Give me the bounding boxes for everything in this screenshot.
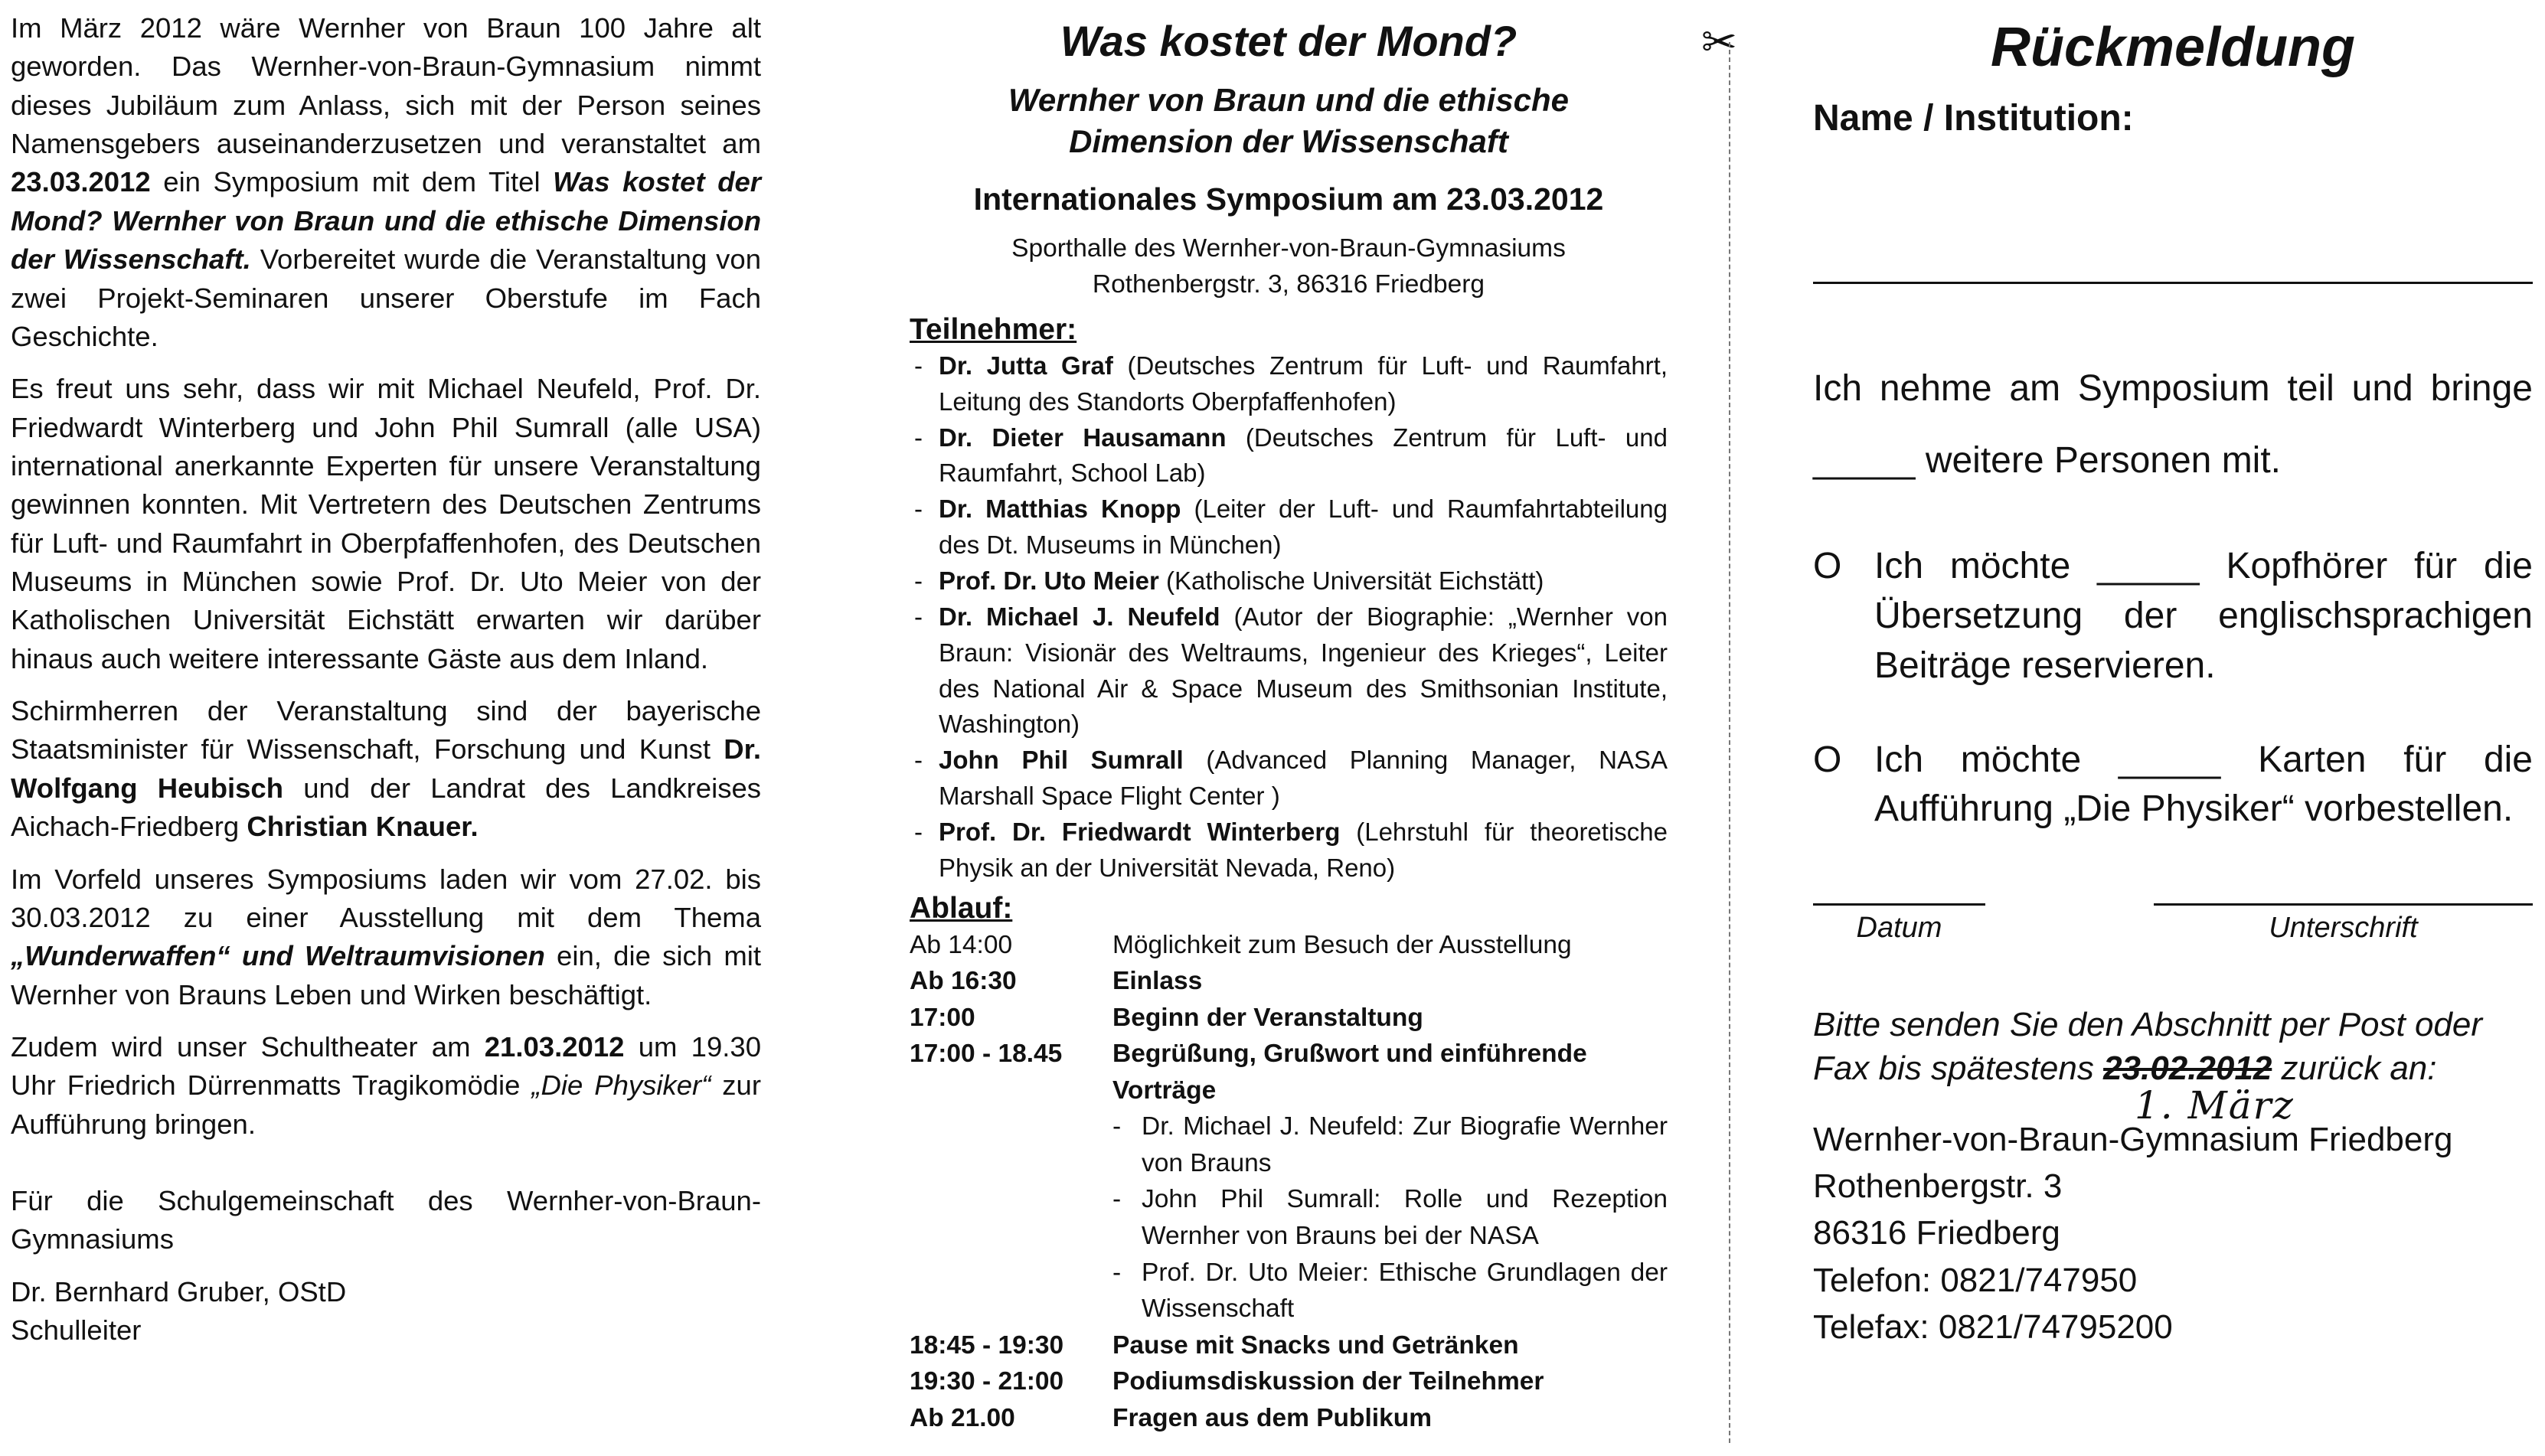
play-title: „Die Physiker“: [531, 1069, 711, 1102]
participant-name: Dr. Matthias Knopp: [939, 495, 1181, 524]
participant-name: Dr. Michael J. Neufeld: [939, 602, 1220, 631]
participant-description: (Autor der Biographie: „Wernher von Braun: Visionär des Weltraums, Ingenieur des Krieges“, Leiter des National Air & Space Museum des Smithsonian Institute, Washington): [939, 602, 1668, 739]
schedule-row: [910, 1363, 1668, 1400]
schedule-time: 19:30 - 21:00: [910, 1367, 1064, 1396]
signature-field[interactable]: Unterschrift: [2154, 903, 2533, 948]
signatory-name: Dr. Bernhard Gruber, OStD: [11, 1275, 347, 1307]
participant-description: (Lehrstuhl für theoretische Physik an der Universität Nevada, Reno): [939, 818, 1668, 882]
participant-name: Dr. Jutta Graf: [939, 351, 1113, 380]
program-heading: Internationales Symposium am 23.03.2012: [973, 181, 1604, 217]
schedule-row: [910, 927, 1668, 964]
schedule-row: [910, 963, 1668, 1000]
date-field[interactable]: Datum: [1813, 903, 1985, 948]
schedule-row: [910, 1036, 1668, 1108]
attendance-statement: Ich nehme am Symposium teil und bringe _____ weitere Personen mit.: [1813, 367, 2533, 481]
participant-description: (Advanced Planning Manager, NASA Marshall Space Flight Center ): [939, 746, 1668, 811]
participant-name: Prof. Dr. Uto Meier: [939, 566, 1159, 595]
signatory-role: Schulleiter: [11, 1314, 142, 1347]
intro-paragraph-5: Zudem wird unser Schultheater am 21.03.2012 um 19.30 Uhr Friedrich Dürrenmatts Tragikomödie „Die Physiker“ zur Aufführung bringen.: [11, 1030, 761, 1140]
participant-name: Dr. Dieter Hausamann: [939, 423, 1227, 452]
participant-description: (Katholische Universität Eichstätt): [1158, 566, 1544, 595]
schedule-time: Ab 21.00: [910, 1403, 1015, 1432]
participant-description: (Deutsches Zentrum für Luft- und Raumfahrt, School Lab): [939, 423, 1668, 488]
participant-item: [910, 599, 1668, 743]
schedule-item: Möglichkeit zum Besuch der Ausstellung: [1112, 930, 1572, 959]
participant-item: [910, 815, 1668, 886]
participant-item: [910, 420, 1668, 492]
schedule-time: 18:45 - 19:30: [910, 1330, 1064, 1360]
program-section: [910, 11, 1668, 1436]
participant-item: [910, 743, 1668, 815]
symposium-date: 23.03.2012: [11, 166, 151, 198]
theatre-date: 21.03.2012: [484, 1030, 625, 1063]
schedule-item: Podiumsdiskussion der Teilnehmer: [1112, 1367, 1544, 1396]
schedule-heading: Ablauf:: [910, 891, 1013, 925]
participants-list: [910, 348, 1668, 886]
name-field-line[interactable]: [1813, 282, 2533, 284]
signature-row: [1813, 903, 2533, 957]
patron-1: Dr. Wolfgang Heubisch: [11, 733, 761, 804]
participant-description: (Deutsches Zentrum für Luft- und Raumfahrt, Leitung des Standorts Oberpfaffenhofen): [939, 351, 1668, 416]
reply-title: Rückmeldung: [1990, 17, 2356, 78]
fax: Telefax: 0821/74795200: [1813, 1307, 2173, 1346]
participant-item: [910, 491, 1668, 563]
program-title: Was kostet der Mond?: [1060, 17, 1518, 65]
schedule-item: Einlass: [1112, 967, 1203, 996]
scissors-icon: ✂: [1701, 18, 1737, 67]
intro-paragraph-4: Im Vorfeld unseres Symposiums laden wir vom 27.02. bis 30.03.2012 zu einer Ausstellung mit dem Thema „Wunderwaffen“ und Weltraumvisionen ein, die sich mit Wernher von Brauns Leben und Wirken beschäftigt.: [11, 863, 761, 1010]
schedule-row: [910, 1000, 1668, 1037]
reply-form: [1813, 11, 2533, 1350]
name-label: Name / Institution:: [1813, 98, 2134, 139]
schedule-time: Ab 14:00: [910, 930, 1013, 959]
intro-letter: [11, 9, 761, 1350]
return-instructions: Bitte senden Sie den Abschnitt per Post oder Fax bis spätestens 23.02.2012 zurück an:: [1813, 1006, 2483, 1088]
schedule-row: [910, 1400, 1668, 1437]
schedule-item: Pause mit Snacks und Getränken: [1112, 1330, 1519, 1360]
talk-item: - Prof. Dr. Uto Meier: Ethische Grundlagen der Wissenschaft: [1112, 1255, 1668, 1327]
intro-paragraph-3: Schirmherren der Veranstaltung sind der bayerische Staatsminister für Wissenschaft, Forschung und Kunst Dr. Wolfgang Heubisch und der Landrat des Landkreises Aichach-Friedberg Christian Knauer.: [11, 695, 761, 843]
phone: Telefon: 0821/747950: [1813, 1261, 2138, 1299]
talks-row: [910, 1108, 1668, 1327]
schedule-time: 17:00: [910, 1003, 975, 1032]
closing-line: Für die Schulgemeinschaft des Wernher-von-Braun-Gymnasiums: [11, 1185, 761, 1255]
participant-name: John Phil Sumrall: [939, 746, 1184, 775]
venue: Sporthalle des Wernher-von-Braun-Gymnasiums Rothenbergstr. 3, 86316 Friedberg: [1011, 233, 1566, 299]
participant-description: (Leiter der Luft- und Raumfahrtabteilung des Dt. Museums in München): [939, 495, 1668, 560]
talks-list: [1112, 1108, 1668, 1327]
schedule-time: 17:00 - 18.45: [910, 1040, 1063, 1069]
schedule-table: [910, 927, 1668, 1437]
exhibition-theme: „Wunderwaffen“ und Weltraumvisionen: [11, 940, 545, 972]
checkbox-circle[interactable]: O: [1813, 546, 1842, 587]
checkbox-circle[interactable]: O: [1813, 739, 1842, 780]
cut-line: [1729, 42, 1730, 1443]
tickets-option[interactable]: O Ich möchte _____ Karten für die Aufführung „Die Physiker“ vorbestellen.: [1813, 736, 2533, 835]
address-line-2: Rothenbergstr. 3: [1813, 1167, 2063, 1206]
intro-paragraph-2: Es freut uns sehr, dass wir mit Michael Neufeld, Prof. Dr. Friedwardt Winterberg und John Phil Sumrall (alle USA) international anerkannte Experten für unsere Veranstaltung gewinnen konnten. Mit Vertretern des Deutschen Zentrums für Luft- und Raumfahrt in Oberpfaffenhofen, des Deutschen Museums in München sowie Prof. Dr. Uto Meier von der Katholischen Universität Eichstätt erwarten wir darüber hinaus auch weitere interessante Gäste aus dem Inland.: [11, 373, 761, 674]
patron-2: Christian Knauer.: [247, 811, 479, 843]
original-deadline: 23.02.2012: [2103, 1050, 2272, 1088]
talk-item: - Dr. Michael J. Neufeld: Zur Biografie Wernher von Brauns: [1112, 1108, 1668, 1181]
participant-item: [910, 563, 1668, 599]
headphones-option[interactable]: O Ich möchte _____ Kopfhörer für die Übersetzung der englischsprachigen Beiträge reservieren.: [1813, 542, 2533, 690]
schedule-row: [910, 1327, 1668, 1364]
intro-paragraph-1: Im März 2012 wäre Wernher von Braun 100 Jahre alt geworden. Das Wernher-von-Braun-Gymnasium nimmt dieses Jubiläum zum Anlass, sich mit der Person seines Namensgebers auseinanderzusetzen und veranstaltet am 23.03.2012 ein Symposium mit dem Titel Was kostet der Mond? Wernher von Braun und die ethische Dimension der Wissenschaft. Vorbereitet wurde die Veranstaltung von zwei Projekt-Seminaren unserer Oberstufe im Fach Geschichte.: [11, 12, 761, 352]
participant-name: Prof. Dr. Friedwardt Winterberg: [939, 818, 1341, 847]
symposium-title: Was kostet der Mond? Wernher von Braun und die ethische Dimension der Wissenschaft.: [11, 166, 761, 276]
schedule-item: Beginn der Veranstaltung: [1112, 1003, 1423, 1032]
talk-item: - John Phil Sumrall: Rolle und Rezeption Wernher von Brauns bei der NASA: [1112, 1181, 1668, 1254]
schedule-time: Ab 16:30: [910, 967, 1017, 996]
address-line-1: Wernher-von-Braun-Gymnasium Friedberg: [1813, 1121, 2453, 1159]
program-subtitle: Wernher von Braun und die ethische Dimension der Wissenschaft: [1008, 81, 1569, 160]
address-line-3: 86316 Friedberg: [1813, 1214, 2060, 1252]
schedule-item: Begrüßung, Grußwort und einführende Vorträge: [1112, 1040, 1587, 1105]
participants-heading: Teilnehmer:: [910, 313, 1077, 347]
schedule-item: Fragen aus dem Publikum: [1112, 1403, 1432, 1432]
handwritten-deadline: 1. März: [2135, 1082, 2295, 1128]
participant-item: [910, 348, 1668, 420]
